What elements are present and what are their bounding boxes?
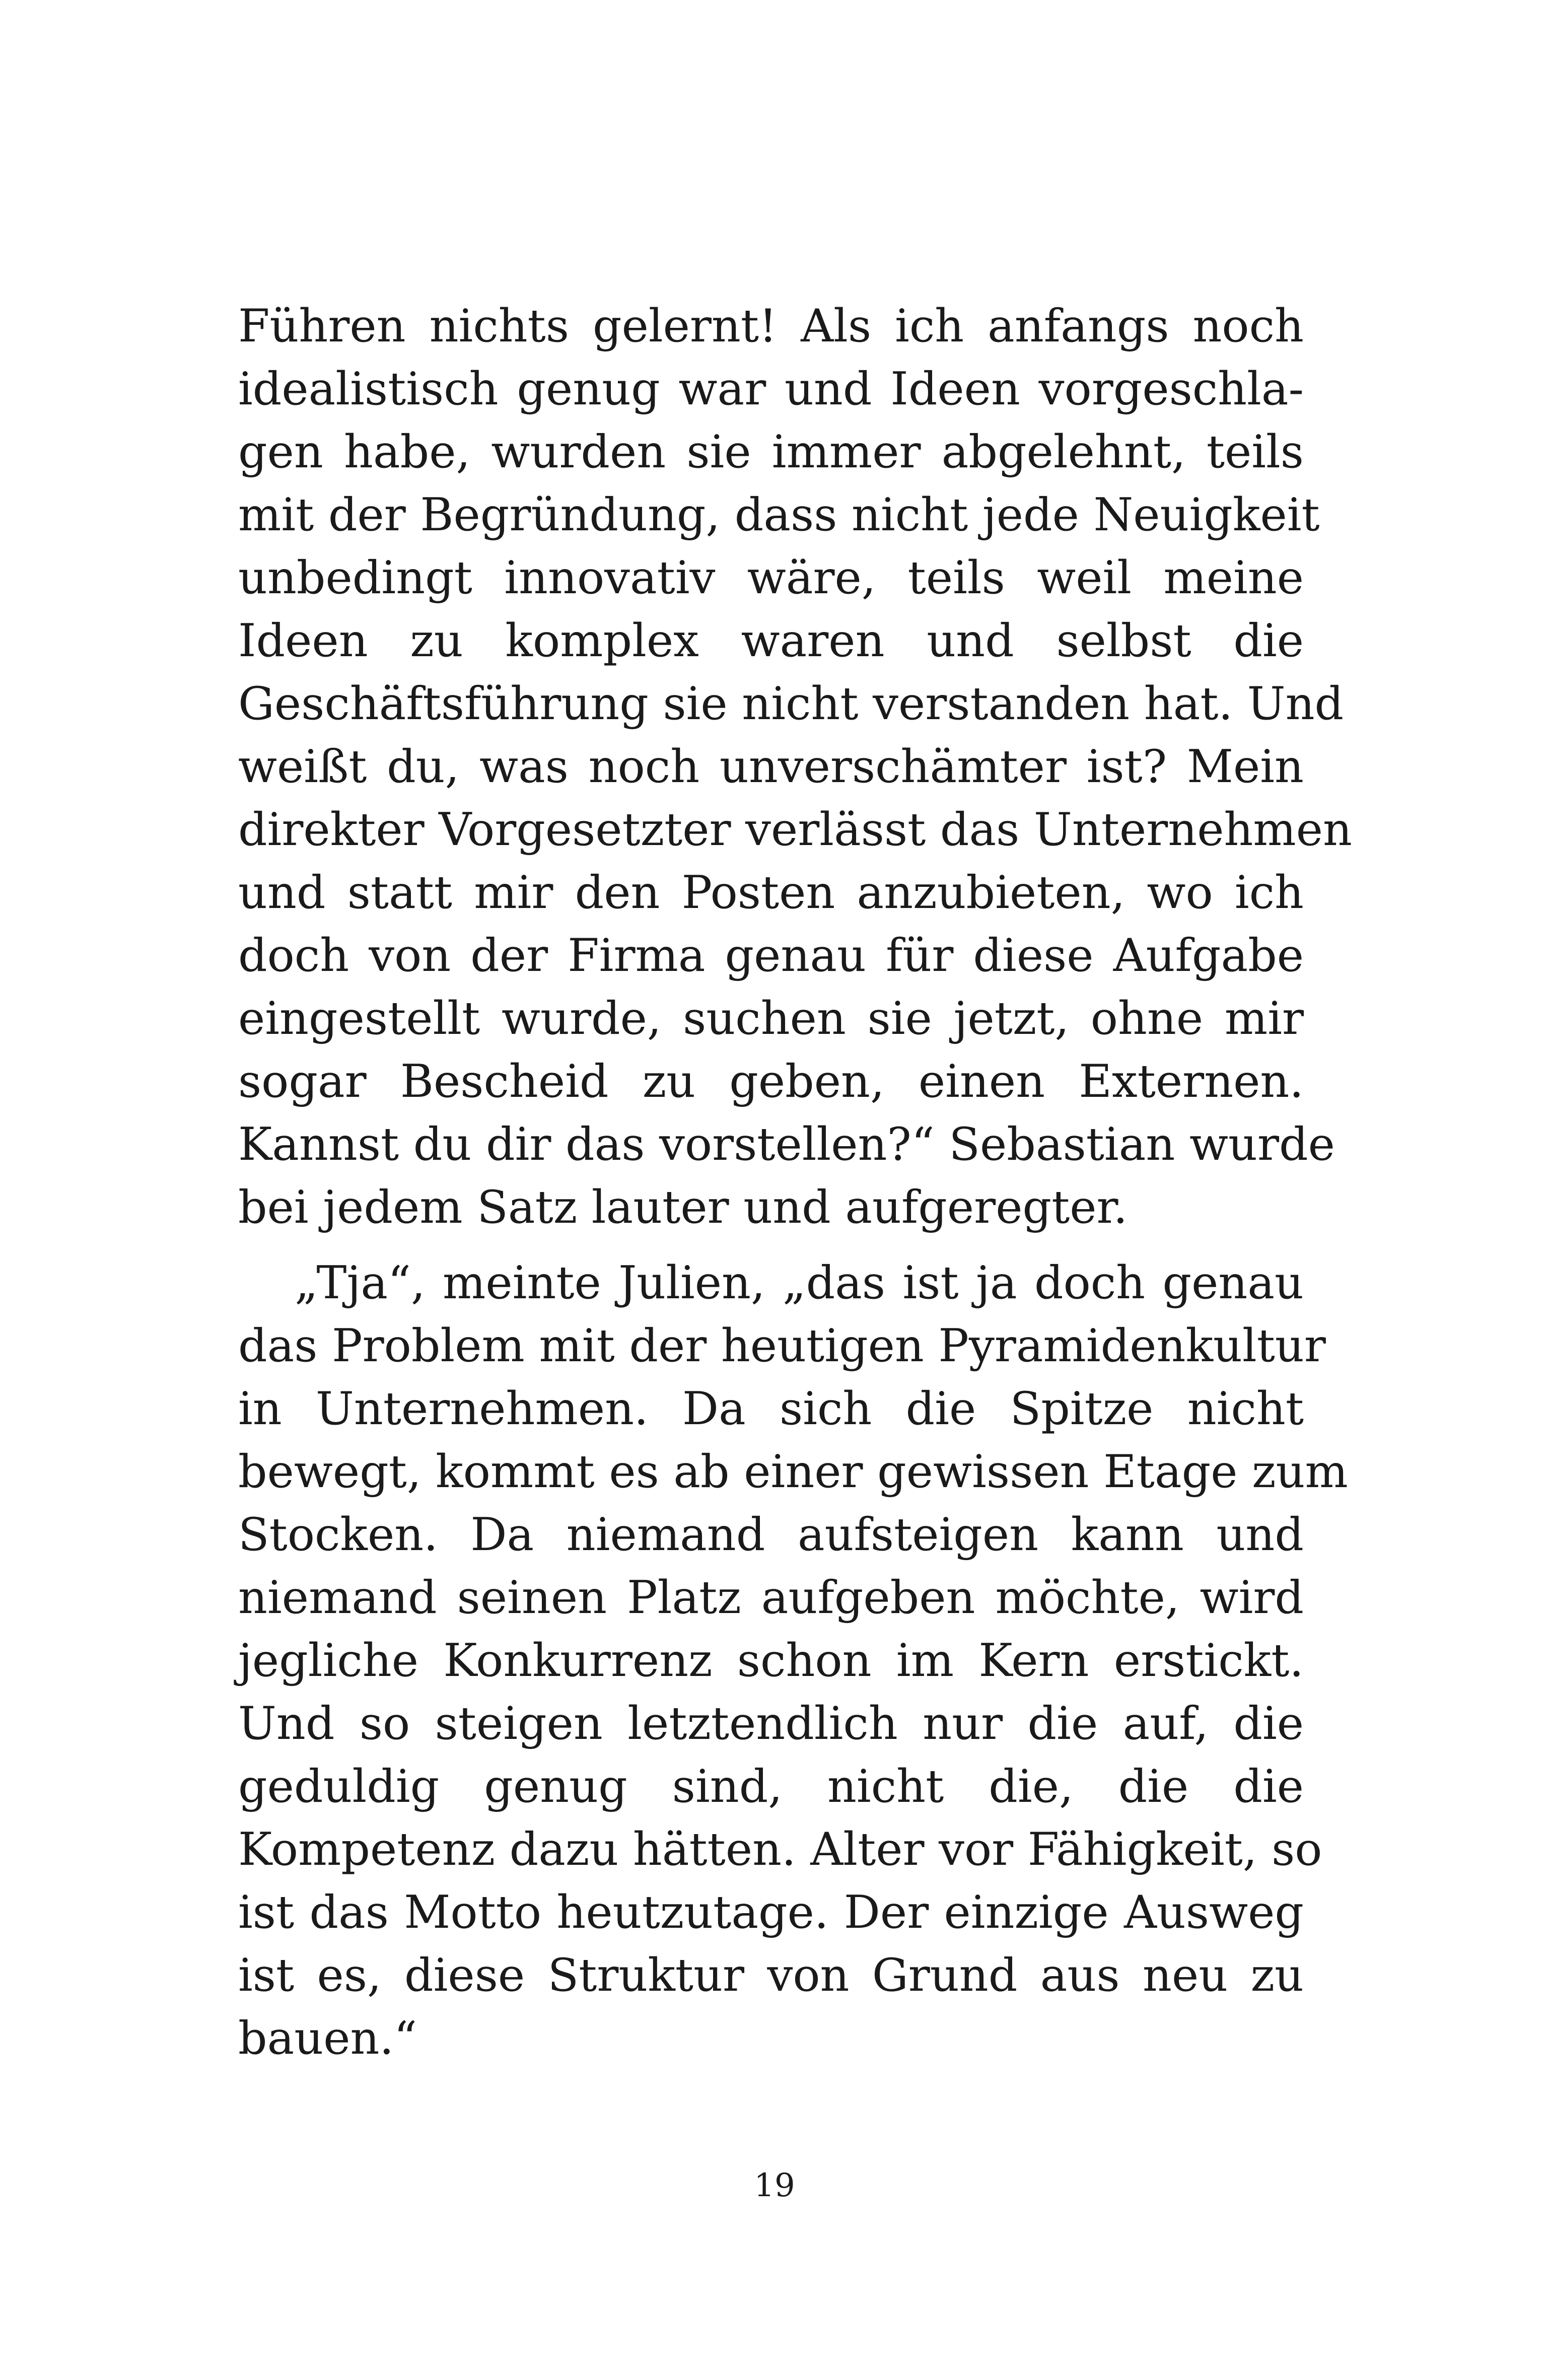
text-line: ist es, diese Struktur von Grund aus neu zu xyxy=(238,1949,1304,2002)
text-line: bewegt, kommt es ab einer gewissen Etage zum xyxy=(238,1445,1348,1498)
text-line: Ideen zu komplex waren und selbst die xyxy=(238,614,1304,667)
text-line: doch von der Firma genau für diese Aufgabe xyxy=(238,929,1304,982)
text-line: sogar Bescheid zu geben, einen Externen. xyxy=(238,1055,1304,1108)
text-line: niemand seinen Platz aufgeben möchte, wird xyxy=(238,1571,1304,1624)
text-line: das Problem mit der heutigen Pyramidenkultur xyxy=(238,1319,1326,1372)
text-line: bei jedem Satz lauter und aufgeregter. xyxy=(238,1181,1128,1234)
text-line: eingestellt wurde, suchen sie jetzt, ohne mir xyxy=(238,992,1304,1045)
text-line: geduldig genug sind, nicht die, die die xyxy=(238,1760,1304,1813)
text-line: in Unternehmen. Da sich die Spitze nicht xyxy=(238,1382,1304,1435)
text-line: Geschäftsführung sie nicht verstanden hat. Und xyxy=(238,677,1344,730)
text-line: gen habe, wurden sie immer abgelehnt, teils xyxy=(238,426,1304,478)
text-line: direkter Vorgesetzter verlässt das Unternehmen xyxy=(238,803,1352,856)
text-line: „Tja“, meinte Julien, „das ist ja doch genau xyxy=(295,1256,1304,1309)
page-number: 19 xyxy=(754,2167,795,2204)
text-line: mit der Begründung, dass nicht jede Neuigkeit xyxy=(238,488,1320,541)
text-line: Und so steigen letztendlich nur die auf, die xyxy=(238,1697,1304,1750)
text-line: ist das Motto heutzutage. Der einzige Ausweg xyxy=(238,1886,1304,1939)
text-line: bauen.“ xyxy=(238,2012,417,2065)
text-line: und statt mir den Posten anzubieten, wo ich xyxy=(238,866,1304,919)
text-line: Führen nichts gelernt! Als ich anfangs noch xyxy=(238,300,1304,353)
paragraph-2 xyxy=(238,1251,1348,2070)
body-text xyxy=(238,295,1352,2070)
text-line: Kannst du dir das vorstellen?“ Sebastian wurde xyxy=(238,1118,1335,1171)
text-line: idealistisch genug war und Ideen vorgeschla- xyxy=(238,363,1304,415)
text-line: Stocken. Da niemand aufsteigen kann und xyxy=(238,1508,1304,1561)
text-line: weißt du, was noch unverschämter ist? Mein xyxy=(238,740,1304,793)
text-line: Kompetenz dazu hätten. Alter vor Fähigkeit, so xyxy=(238,1823,1322,1876)
paragraph-1 xyxy=(238,295,1352,1239)
text-line: unbedingt innovativ wäre, teils weil meine xyxy=(238,551,1304,604)
text-line: jegliche Konkurrenz schon im Kern erstickt. xyxy=(238,1634,1304,1687)
paragraph-gap xyxy=(238,1239,1304,1251)
